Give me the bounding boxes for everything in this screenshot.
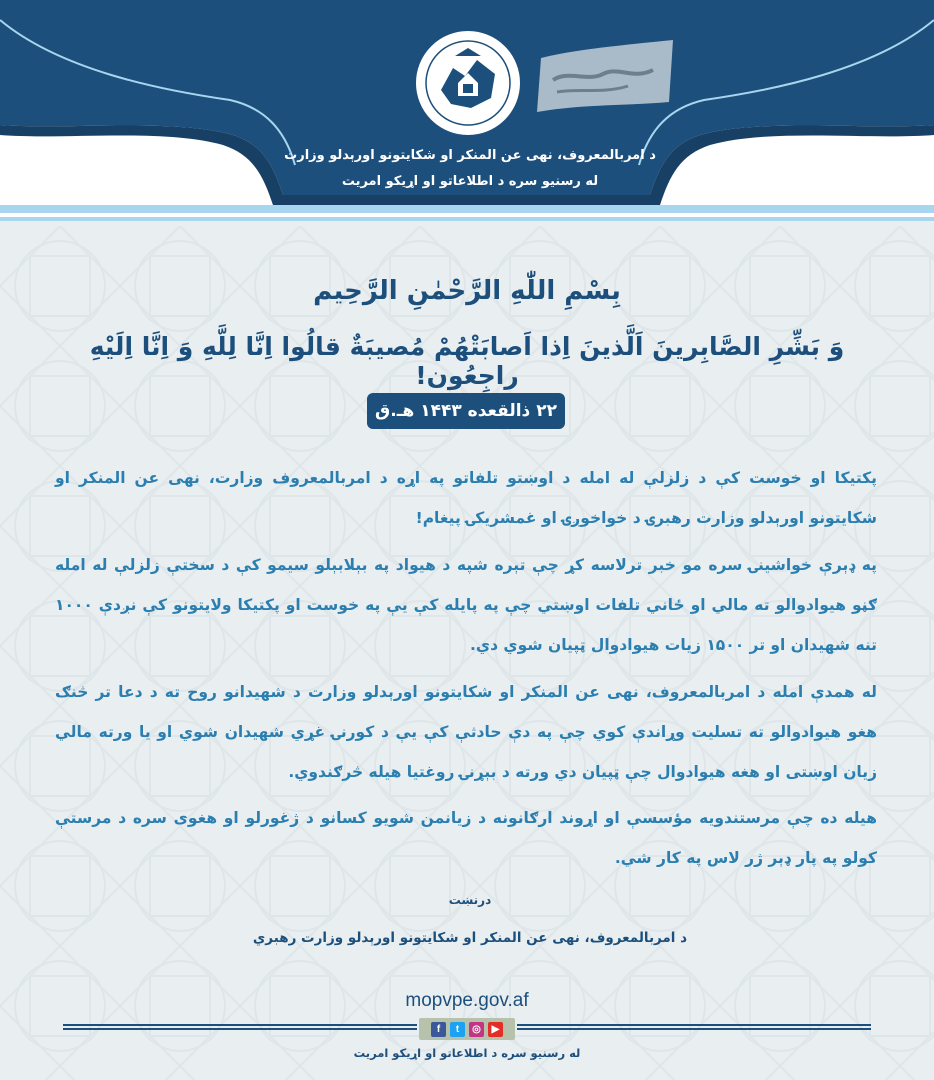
quran-verse: وَ بَشِّرِ الصَّابِرينَ اَلَّذينَ اِذا اَصابَتْهُمْ مُصيبَةٌ قالُوا اِنَّا لِلَّهِ وَ اِنَّا اِلَيْهِ راجِعُون! [89,332,845,390]
paragraph-heading: پکتیکا او خوست کې د زلزلې له امله د اوښتو تلفاتو په اړه د امربالمعروف وزارت، نهی عن المنکر او شکایتونو اورېدلو وزارت رهبرۍ د خواخوږۍ او غمشریکۍ پیغام! [55,469,877,527]
header [0,0,934,205]
signoff-label: درنښت [448,893,492,907]
paragraph: په ډېرې خواشینۍ سره مو خبر ترلاسه کړ چې تېره شپه د هیواد په بېلابېلو سیمو کې د سختې زلزلې له امله ګڼو هیوادوالو ته مالي او ځاني تلفات اوښتي چې په پایله کې یې په خوست او پکتیکا ولایتونو کې نږدې ۱۰۰۰ تنه شهیدان او تر ۱۵۰۰ زیات هیوادوال ټپیان شوي دي. [55,556,877,654]
emirate-flag [533,30,681,120]
divider-stripe [0,205,934,213]
instagram-icon[interactable]: ◎ [469,1022,484,1037]
paragraph: هیله ده چې مرستندویه مؤسسې او اړوند ارګانونه د زیانمن شویو کسانو د ژغورلو او هغوی سره د مرستې کولو په پار ډېر ژر لاس په کار شي. [55,809,877,867]
signoff-name: د امربالمعروف، نهی عن المنکر او شکایتونو اورېدلو وزارت رهبري [252,930,688,946]
footer-divider-right [517,1024,871,1032]
ministry-title: د امربالمعروف، نهی عن المنکر او شکایتونو اورېدلو وزارت [284,148,656,163]
department-name: له رسنیو سره د اطلاعاتو او اړیکو امریت [353,1046,581,1060]
ministry-subtitle: له رسنیو سره د اطلاعاتو او اړیکو امریت [341,174,599,189]
ministry-seal-logo [413,28,523,138]
website-link[interactable]: mopvpe.gov.af [405,990,529,1011]
twitter-icon[interactable]: t [450,1022,465,1037]
facebook-icon[interactable]: f [431,1022,446,1037]
paragraph: له همدې امله د امربالمعروف، نهی عن المنکر او شکایتونو اورېدلو وزارت د شهیدانو روح ته د دعا تر څنګ هغو هیوادوالو ته تسلیت وړاندې کوي چې په دې حادثې کې یې د کورنۍ غړي شهیدان شوي او یا ورته مالي زیان اوښتی او هغه هیوادوال چې ټپیان دي ورته د بېړنۍ روغتیا هیله څرګندوي. [55,683,877,781]
divider-stripe [0,217,934,221]
date-badge: ۲۲ ذالقعده ۱۴۴۳ هـ.ق [367,393,565,429]
youtube-icon[interactable]: ▶ [488,1022,503,1037]
social-links [419,1018,515,1040]
basmala: بِسْمِ اللّٰهِ الرَّحْمٰنِ الرَّحِيم [313,276,621,306]
footer-divider-left [63,1024,417,1032]
